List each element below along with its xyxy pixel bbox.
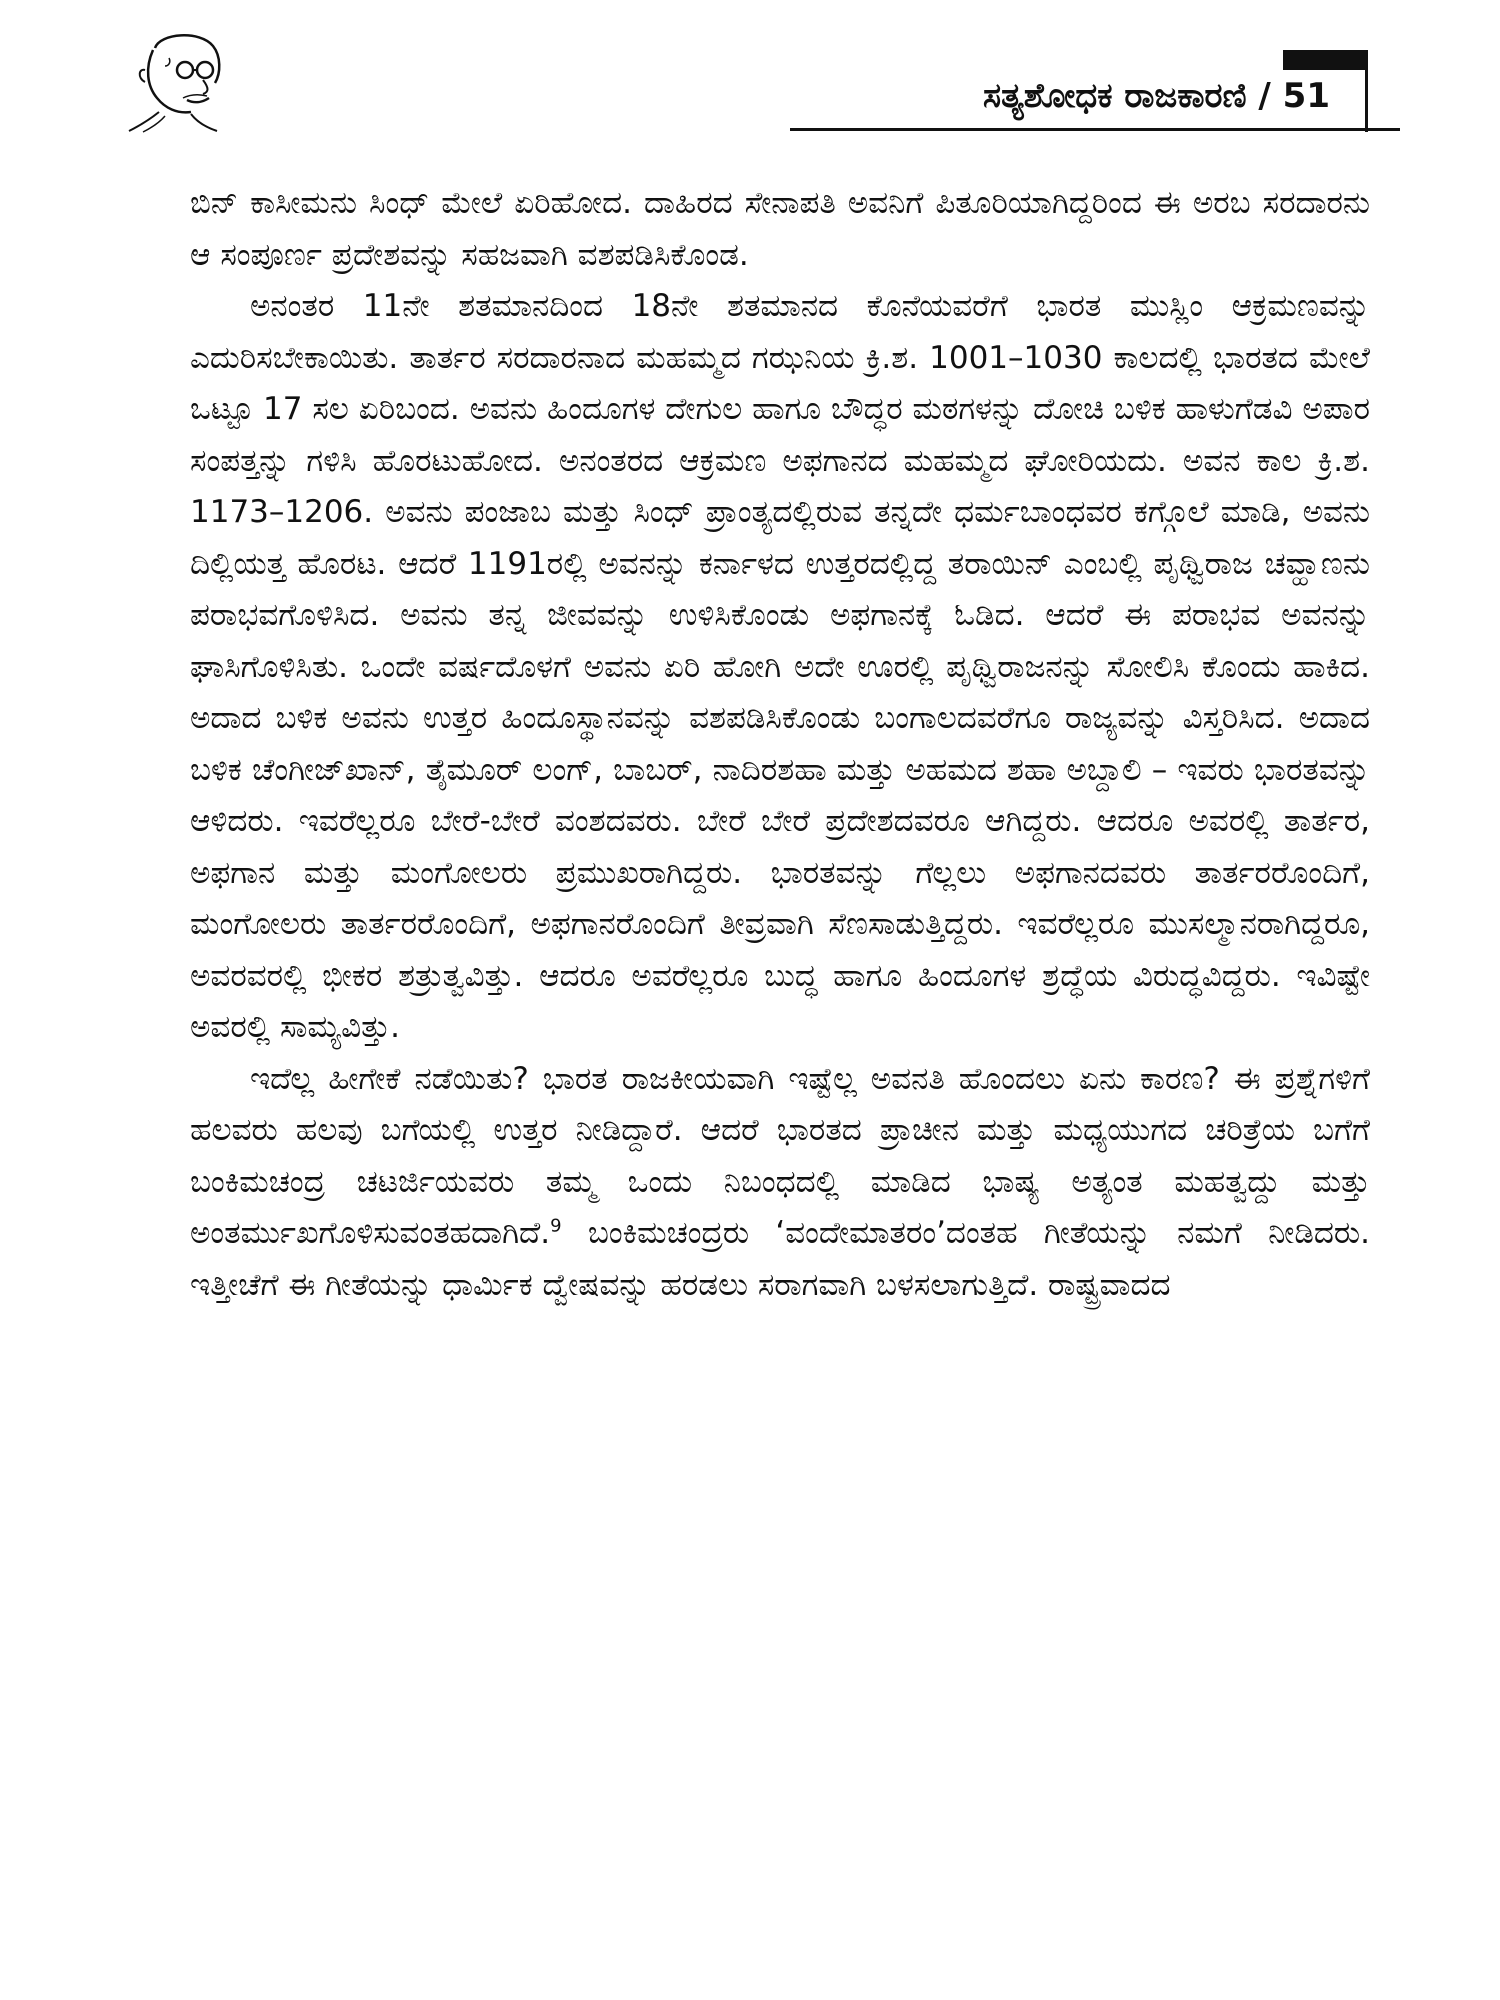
gandhi-portrait-icon: [125, 28, 245, 133]
running-header-text: [983, 74, 1330, 118]
paragraph-text: ಇದೆಲ್ಲ ಹೀಗೇಕೆ ನಡೆಯಿತು? ಭಾರತ ರಾಜಕೀಯವಾಗಿ ಇಷ್ಟೆಲ್ಲ ಅವನತಿ ಹೊಂದಲು ಏನು ಕಾರಣ? ಈ ಪ್ರಶ್ನೆಗಳಿಗೆ ಹಲವರು ಹಲವು ಬಗೆಯಲ್ಲಿ ಉತ್ತರ ನೀಡಿದ್ದಾರೆ. ಆದರೆ ಭಾರತದ ಪ್ರಾಚೀನ ಮತ್ತು ಮಧ್ಯಯುಗದ ಚರಿತ್ರೆಯ ಬಗೆಗೆ ಬಂಕಿಮಚಂದ್ರ ಚಟರ್ಜಿಯವರು ತಮ್ಮ ಒಂದು ನಿಬಂಧದಲ್ಲಿ ಮಾಡಿದ ಭಾಷ್ಯ ಅತ್ಯಂತ ಮಹತ್ವದ್ದು ಮತ್ತು ಅಂತರ್ಮುಖಗೊಳಿಸುವಂತಹದಾಗಿದೆ.: [190, 1060, 1370, 1251]
header-rule: [790, 128, 1400, 131]
book-title: ಸತ್ಯಶೋಧಕ ರಾಜಕಾರಣಿ: [983, 76, 1247, 116]
paragraph-text-continued: ಬಂಕಿಮಚಂದ್ರರು ‘ವಂದೇಮಾತರಂ’ದಂತಹ ಗೀತೆಯನ್ನು ನಮಗೆ ನೀಡಿದರು. ಇತ್ತೀಚೆಗೆ ಈ ಗೀತೆಯನ್ನು ಧಾರ್ಮಿಕ ದ್ವೇಷವನ್ನು ಹರಡಲು ಸರಾಗವಾಗಿ ಬಳಸಲಾಗುತ್ತಿದೆ. ರಾಷ್ಟ್ರವಾದದ: [190, 1215, 1370, 1303]
header-tab: [1283, 50, 1365, 70]
header-separator: /: [1258, 76, 1271, 116]
running-header: [790, 70, 1350, 132]
paragraph: [190, 1054, 1370, 1312]
paragraph: ಅನಂತರ 11ನೇ ಶತಮಾನದಿಂದ 18ನೇ ಶತಮಾನದ ಕೊನೆಯವರೆಗೆ ಭಾರತ ಮುಸ್ಲಿಂ ಆಕ್ರಮಣವನ್ನು ಎದುರಿಸಬೇಕಾಯಿತು. ತಾರ್ತರ ಸರದಾರನಾದ ಮಹಮ್ಮದ ಗಝನಿಯ ಕ್ರಿ.ಶ. 1001–1030 ಕಾಲದಲ್ಲಿ ಭಾರತದ ಮೇಲೆ ಒಟ್ಟೂ 17 ಸಲ ಏರಿಬಂದ. ಅವನು ಹಿಂದೂಗಳ ದೇಗುಲ ಹಾಗೂ ಬೌದ್ಧರ ಮಠಗಳನ್ನು ದೋಚಿ ಬಳಿಕ ಹಾಳುಗೆಡವಿ ಅಪಾರ ಸಂಪತ್ತನ್ನು ಗಳಿಸಿ ಹೊರಟುಹೋದ. ಅನಂತರದ ಆಕ್ರಮಣ ಅಫಗಾನದ ಮಹಮ್ಮದ ಘೋರಿಯದು. ಅವನ ಕಾಲ ಕ್ರಿ.ಶ. 1173–1206. ಅವನು ಪಂಜಾಬ ಮತ್ತು ಸಿಂಧ್ ಪ್ರಾಂತ್ಯದಲ್ಲಿರುವ ತನ್ನದೇ ಧರ್ಮಬಾಂಧವರ ಕಗ್ಗೊಲೆ ಮಾಡಿ, ಅವನು ದಿಲ್ಲಿಯತ್ತ ಹೊರಟ. ಆದರೆ 1191ರಲ್ಲಿ ಅವನನ್ನು ಕರ್ನಾಳದ ಉತ್ತರದಲ್ಲಿದ್ದ ತರಾಯಿನ್ ಎಂಬಲ್ಲಿ ಪೃಥ್ವಿರಾಜ ಚವ್ಹಾಣನು ಪರಾಭವಗೊಳಿಸಿದ. ಅವನು ತನ್ನ ಜೀವವನ್ನು ಉಳಿಸಿಕೊಂಡು ಅಫಗಾನಕ್ಕೆ ಓಡಿದ. ಆದರೆ ಈ ಪರಾಭವ ಅವನನ್ನು ಘಾಸಿಗೊಳಿಸಿತು. ಒಂದೇ ವರ್ಷದೊಳಗೆ ಅವನು ಏರಿ ಹೋಗಿ ಅದೇ ಊರಲ್ಲಿ ಪೃಥ್ವಿರಾಜನನ್ನು ಸೋಲಿಸಿ ಕೊಂದು ಹಾಕಿದ. ಅದಾದ ಬಳಿಕ ಅವನು ಉತ್ತರ ಹಿಂದೂಸ್ಥಾನವನ್ನು ವಶಪಡಿಸಿಕೊಂಡು ಬಂಗಾಲದವರೆಗೂ ರಾಜ್ಯವನ್ನು ವಿಸ್ತರಿಸಿದ. ಅದಾದ ಬಳಿಕ ಚೆಂಗೀಜ್‌ಖಾನ್, ತೈಮೂರ್ ಲಂಗ್, ಬಾಬರ್, ನಾದಿರಶಹಾ ಮತ್ತು ಅಹಮದ ಶಹಾ ಅಬ್ದಾಲಿ – ಇವರು ಭಾರತವನ್ನು ಆಳಿದರು. ಇವರೆಲ್ಲರೂ ಬೇರೆ-ಬೇರೆ ವಂಶದವರು. ಬೇರೆ ಬೇರೆ ಪ್ರದೇಶದವರೂ ಆಗಿದ್ದರು. ಆದರೂ ಅವರಲ್ಲಿ ತಾರ್ತರ, ಅಫಗಾನ ಮತ್ತು ಮಂಗೋಲರು ಪ್ರಮುಖರಾಗಿದ್ದರು. ಭಾರತವನ್ನು ಗೆಲ್ಲಲು ಅಫಗಾನದವರು ತಾರ್ತರರೊಂದಿಗೆ, ಮಂಗೋಲರು ತಾರ್ತರರೊಂದಿಗೆ, ಅಫಗಾನರೊಂದಿಗೆ ತೀವ್ರವಾಗಿ ಸೆಣಸಾಡುತ್ತಿದ್ದರು. ಇವರೆಲ್ಲರೂ ಮುಸಲ್ಮಾನರಾಗಿದ್ದರೂ, ಅವರವರಲ್ಲಿ ಭೀಕರ ಶತ್ರುತ್ವವಿತ್ತು. ಆದರೂ ಅವರೆಲ್ಲರೂ ಬುದ್ಧ ಹಾಗೂ ಹಿಂದೂಗಳ ಶ್ರದ್ಧೆಯ ವಿರುದ್ಧವಿದ್ದರು. ಇವಿಷ್ಟೇ ಅವರಲ್ಲಿ ಸಾಮ್ಯವಿತ್ತು.: [190, 288, 1370, 1045]
footnote-reference: 9: [550, 1215, 562, 1237]
page-number: 51: [1282, 76, 1330, 116]
page-body: [190, 178, 1370, 1311]
header-vertical-rule: [1365, 50, 1368, 132]
page-header: [0, 0, 1500, 140]
paragraph: ಬಿನ್ ಕಾಸೀಮನು ಸಿಂಧ್ ಮೇಲೆ ಏರಿಹೋದ. ದಾಹಿರದ ಸೇನಾಪತಿ ಅವನಿಗೆ ಪಿತೂರಿಯಾಗಿದ್ದರಿಂದ ಈ ಅರಬ ಸರದಾರನು ಆ ಸಂಪೂರ್ಣ ಪ್ರದೇಶವನ್ನು ಸಹಜವಾಗಿ ವಶಪಡಿಸಿಕೊಂಡ.: [190, 185, 1370, 273]
